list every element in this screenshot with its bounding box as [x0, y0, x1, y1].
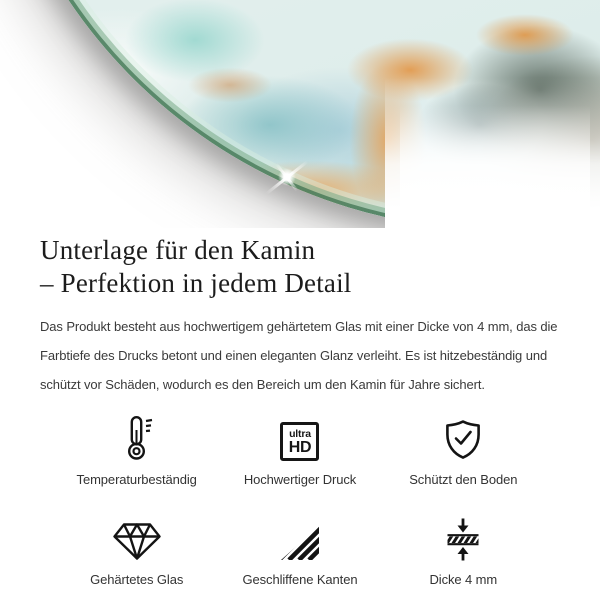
thermometer-icon	[119, 413, 155, 461]
feature-label: Temperaturbeständig	[76, 472, 197, 487]
features-grid	[55, 413, 545, 587]
diamond-icon	[112, 513, 162, 561]
feature-label: Hochwertiger Druck	[243, 472, 357, 487]
thickness-arrows-icon	[445, 513, 481, 561]
ultra-hd-text-top: ultra	[289, 427, 311, 440]
hero-product-photo	[0, 0, 600, 228]
ultra-hd-box	[280, 422, 319, 461]
feature-label: Schützt den Boden	[409, 472, 518, 487]
title-line-2: – Perfektion in jedem Detail	[40, 268, 352, 298]
hero-fade-overlay	[385, 0, 600, 228]
shield-check-icon	[444, 413, 482, 461]
page-title	[40, 234, 560, 300]
feature-label: Dicke 4 mm	[429, 572, 498, 587]
polished-edges-icon	[280, 513, 320, 561]
ultra-hd-text-bottom: HD	[288, 438, 312, 456]
feature-label: Gehärtetes Glas	[90, 572, 184, 587]
feature-label: Geschliffene Kanten	[242, 572, 358, 587]
product-description-text: Das Produkt besteht aus hochwertigem gehärtetem Glas mit einer Dicke von 4 mm, das die Farbtiefe des Drucks betont und einen eleganten Glanz verleiht. Es ist hitzebeständig und schützt vor Schäden, wodurch es den Bereich um den Kamin für Jahre sichert.	[40, 319, 558, 392]
feature-polished-edges	[218, 513, 381, 587]
product-description-section	[0, 234, 600, 587]
title-line-1: Unterlage für den Kamin	[40, 235, 316, 265]
sparkle-core	[278, 168, 296, 186]
feature-tempered-glass	[55, 513, 218, 587]
ultra-hd-icon	[280, 413, 319, 461]
feature-floor-protection	[382, 413, 545, 487]
feature-print-quality	[218, 413, 381, 487]
feature-thickness	[382, 513, 545, 587]
feature-temperature	[55, 413, 218, 487]
